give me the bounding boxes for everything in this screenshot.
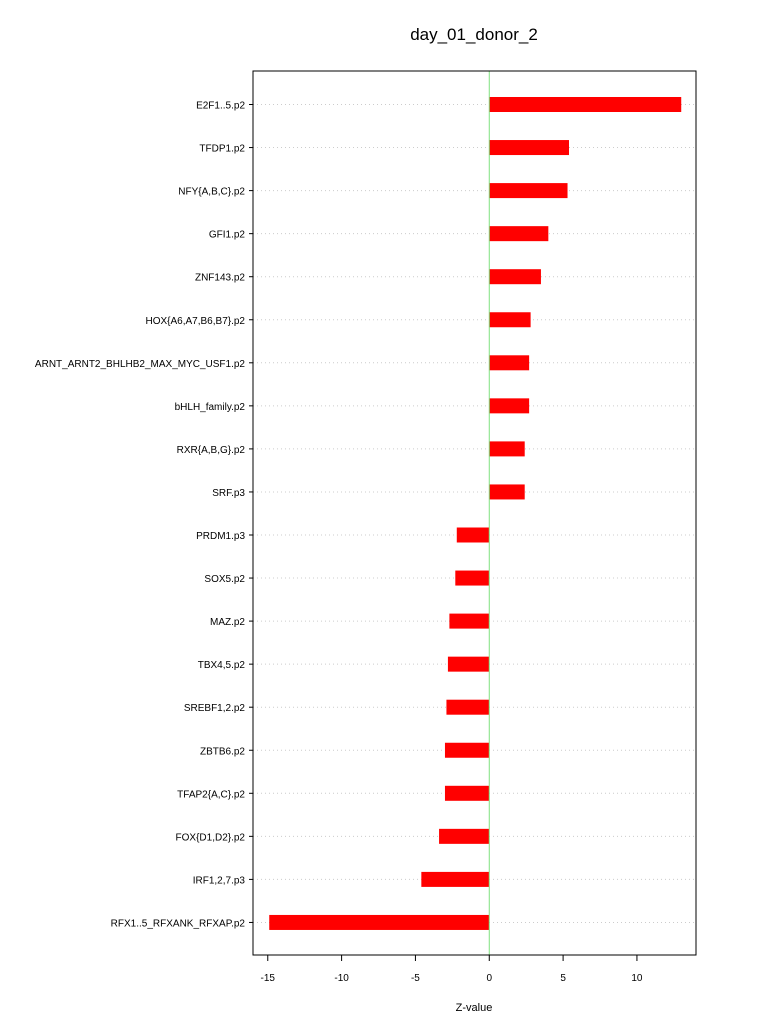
category-label: E2F1..5.p2: [196, 100, 245, 112]
bar: [489, 398, 529, 413]
bar: [489, 183, 567, 198]
x-tick-label: 0: [486, 973, 493, 984]
category-labels: [35, 101, 253, 930]
category-label: PRDM1.p3: [196, 531, 245, 542]
category-label: ARNT_ARNT2_BHLHB2_MAX_MYC_USF1.p2: [34, 358, 245, 370]
category-label: bHLH_family.p2: [174, 401, 245, 413]
category-label: SOX5.p2: [204, 574, 245, 586]
category-label: RXR{A,B,G}.p2: [176, 444, 245, 456]
category-label: ZNF143.p2: [194, 272, 245, 284]
x-tick-label: 10: [631, 973, 643, 984]
bar: [449, 614, 489, 629]
category-label: HOX{A6,A7,B6,B7}.p2: [145, 315, 245, 327]
bar: [455, 571, 489, 586]
bar: [489, 441, 524, 456]
category-label: ZBTB6.p2: [199, 746, 245, 758]
x-tick-label: -10: [334, 973, 349, 984]
bar: [439, 829, 489, 844]
bar: [269, 915, 489, 930]
bar: [445, 743, 489, 758]
bar: [457, 528, 489, 543]
x-axis: [261, 955, 643, 984]
bar: [445, 786, 489, 801]
x-axis-label: Z-value: [455, 1002, 493, 1014]
x-tick-label: -15: [260, 973, 275, 984]
bar: [446, 700, 489, 715]
category-label: TFAP2{A,C}.p2: [177, 789, 245, 801]
bar: [489, 140, 569, 155]
bar: [489, 97, 681, 112]
category-label: GFI1.p2: [208, 229, 245, 241]
bar: [448, 657, 489, 672]
plot-frame: [253, 71, 696, 955]
category-label: MAZ.p2: [209, 617, 245, 629]
x-tick-label: -5: [410, 973, 420, 984]
category-label: IRF1,2,7.p3: [192, 875, 245, 887]
category-label: TBX4,5.p2: [197, 660, 245, 672]
category-label: SREBF1,2.p2: [183, 703, 245, 715]
category-label: NFY{A,B,C}.p2: [178, 186, 245, 198]
category-label: FOX{D1,D2}.p2: [175, 832, 245, 844]
category-label: SRF.p3: [212, 487, 245, 499]
bar: [489, 484, 524, 499]
bar: [489, 312, 530, 327]
category-label: RFX1..5_RFXANK_RFXAP.p2: [110, 918, 245, 930]
bar: [489, 269, 541, 284]
bar: [421, 872, 489, 887]
bar: [489, 355, 529, 370]
chart-title: day_01_donor_2: [410, 25, 538, 44]
bars: [269, 97, 681, 930]
category-label: TFDP1.p2: [199, 143, 245, 155]
bar: [489, 226, 548, 241]
x-tick-label: 5: [560, 973, 566, 984]
